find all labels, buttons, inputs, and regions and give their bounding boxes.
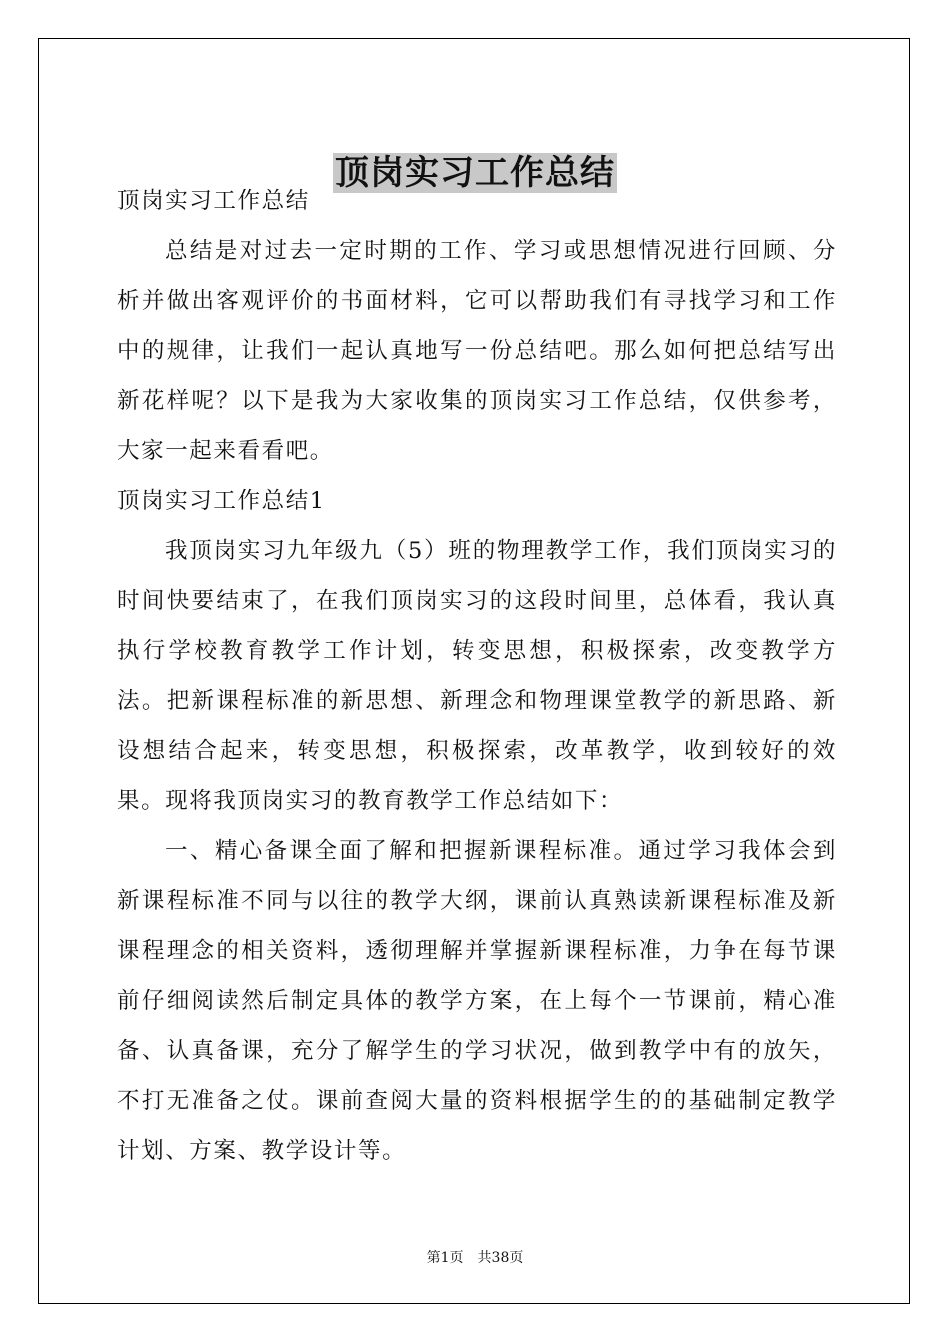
subtitle-paragraph: 顶岗实习工作总结 — [117, 188, 310, 214]
document-title-text: 顶岗实习工作总结 — [335, 152, 615, 193]
intro-paragraph: 总结是对过去一定时期的工作、学习或思想情况进行回顾、分析并做出客观评价的书面材料，它可以帮助我们有寻找学习和工作中的规律，让我们一起认真地写一份总结吧。那么如何把总结写出新花样呢？以下是我为大家收集的顶岗实习工作总结，仅供参考，大家一起来看看吧。 — [117, 238, 837, 464]
document-body — [117, 176, 837, 1176]
body-paragraph: 一、精心备课全面了解和把握新课程标准。通过学习我体会到新课程标准不同与以往的教学大纲，课前认真熟读新课程标准及新课程理念的相关资料，透彻理解并掌握新课程标准，力争在每节课前仔细阅读然后制定具体的教学方案，在上每个一节课前，精心准备、认真备课，充分了解学生的学习状况，做到教学中有的放矢，不打无准备之仗。课前查阅大量的资料根据学生的的基础制定教学计划、方案、教学设计等。 — [117, 838, 837, 1164]
body-paragraph: 我顶岗实习九年级九（5）班的物理教学工作，我们顶岗实习的时间快要结束了，在我们顶岗实习的这段时间里，总体看，我认真执行学校教育教学工作计划，转变思想，积极探索，改变教学方法。把新课程标准的新思想、新理念和物理课堂教学的新思路、新设想结合起来，转变思想，积极探索，改革教学，收到较好的效果。现将我顶岗实习的教育教学工作总结如下： — [117, 538, 837, 814]
page-footer: 第1页 共38页 — [426, 1250, 524, 1266]
section-heading-1: 顶岗实习工作总结1 — [117, 488, 326, 514]
